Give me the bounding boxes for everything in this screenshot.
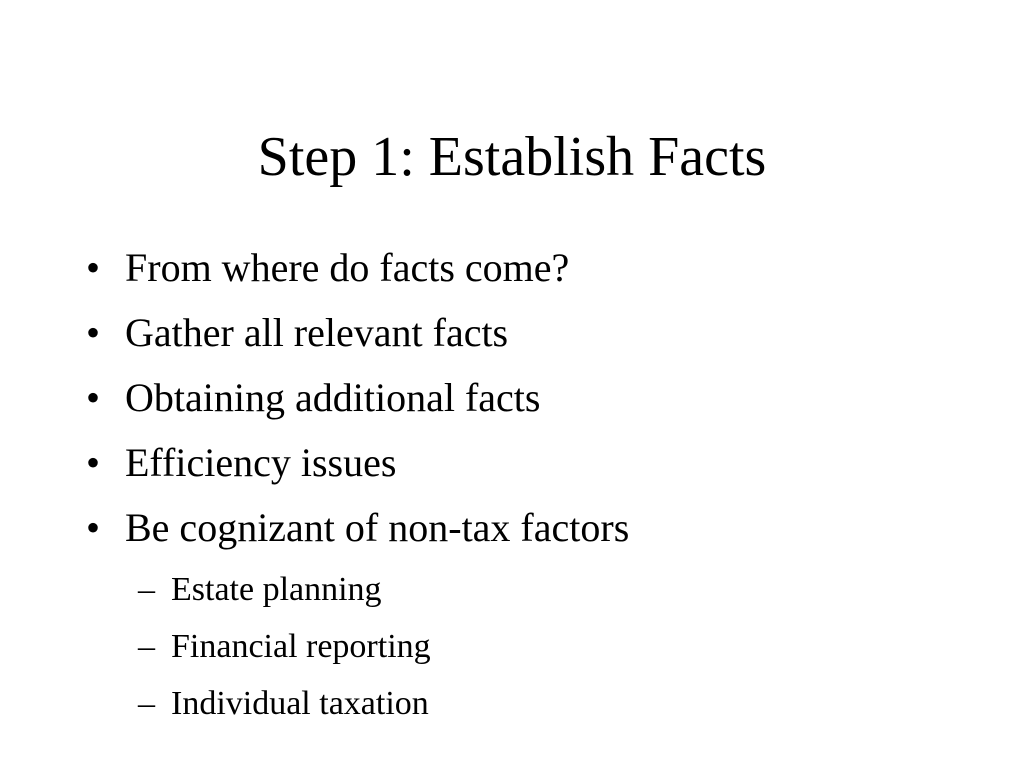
bullet-item <box>86 431 629 496</box>
sub-bullet-item <box>86 561 629 618</box>
bullet-item <box>86 301 629 366</box>
sub-list-container <box>86 561 629 732</box>
slide-title: Step 1: Establish Facts <box>257 126 767 188</box>
bullet-item <box>86 236 629 301</box>
bullet-list <box>86 236 629 732</box>
bullet-marker: • <box>86 440 101 485</box>
bullet-marker: • <box>86 375 101 420</box>
bullet-text: From where do facts come? <box>125 245 570 290</box>
bullet-text: Gather all relevant facts <box>125 310 509 355</box>
bullet-item <box>86 366 629 431</box>
bullet-marker: • <box>86 245 101 290</box>
bullet-text: Efficiency issues <box>125 440 397 485</box>
bullet-text: Be cognizant of non-tax factors <box>125 505 630 550</box>
sub-bullet-item <box>86 618 629 675</box>
bullet-marker: • <box>86 310 101 355</box>
bullet-text: Obtaining additional facts <box>125 375 541 420</box>
sub-bullet-text: Financial reporting <box>171 628 431 665</box>
sub-bullet-list <box>86 561 629 732</box>
sub-bullet-marker: – <box>138 628 155 665</box>
sub-bullet-item <box>86 675 629 732</box>
bullet-marker: • <box>86 505 101 550</box>
sub-bullet-text: Individual taxation <box>171 685 429 722</box>
sub-bullet-marker: – <box>138 571 155 608</box>
sub-bullet-text: Estate planning <box>171 571 382 608</box>
sub-bullet-marker: – <box>138 685 155 722</box>
bullet-item <box>86 496 629 561</box>
